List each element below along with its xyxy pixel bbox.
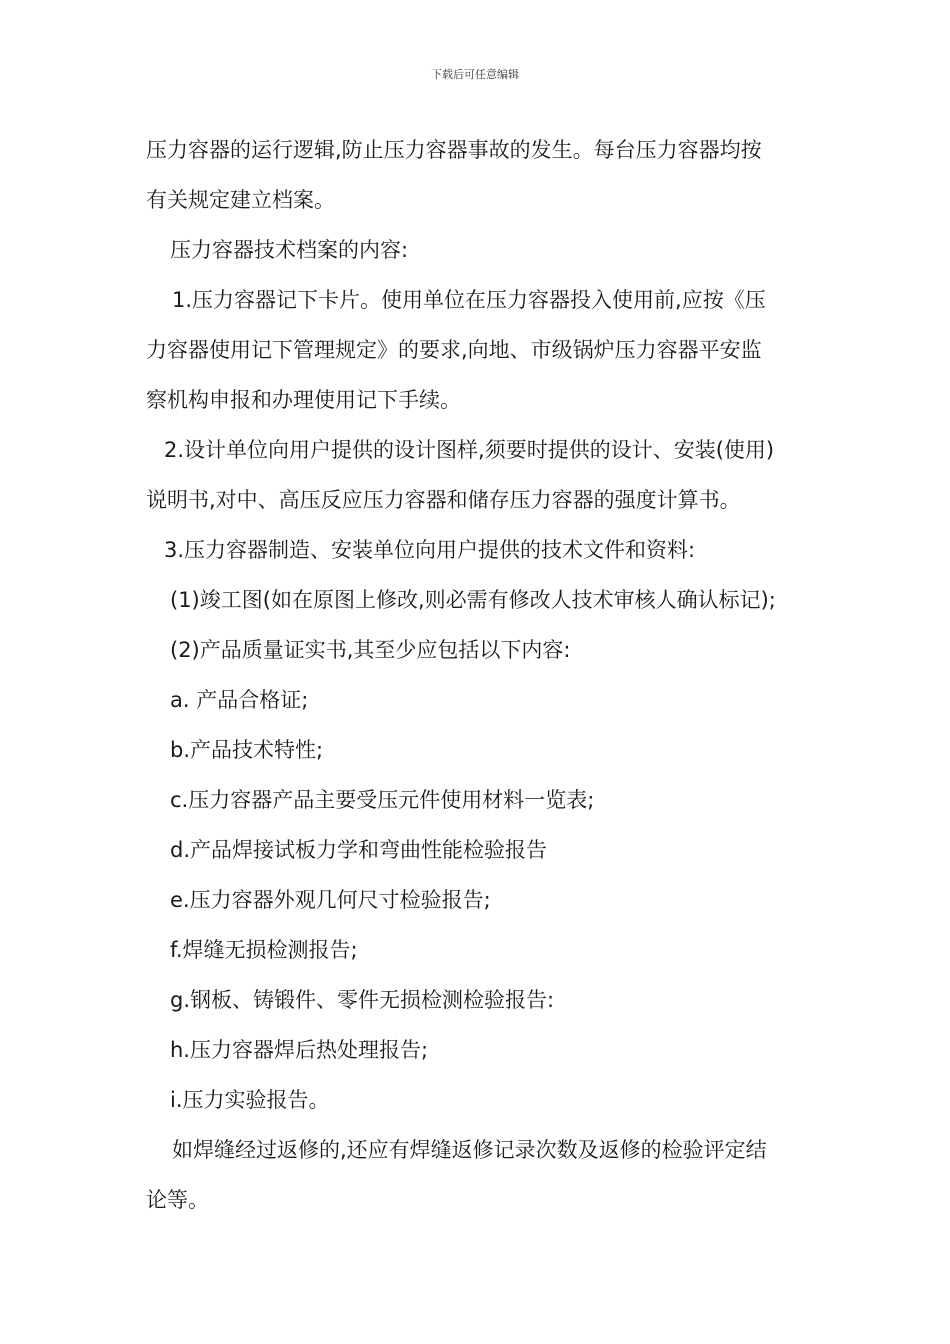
paragraph-line: 察机构申报和办理使用记下手续。 [146, 388, 461, 412]
list-item: h.压力容器焊后热处理报告; [170, 1038, 429, 1062]
list-item: i.压力实验报告。 [170, 1088, 330, 1112]
list-item: 2.设计单位向用户提供的设计图样,须要时提供的设计、安装(使用) [164, 438, 775, 462]
paragraph-line: 说明书,对中、高压反应压力容器和储存压力容器的强度计算书。 [146, 488, 741, 512]
list-item: 3.压力容器制造、安装单位向用户提供的技术文件和资料: [164, 538, 696, 562]
list-item: e.压力容器外观几何尺寸检验报告; [170, 888, 491, 912]
paragraph-line: 论等。 [146, 1188, 209, 1212]
paragraph-line: 如焊缝经过返修的,还应有焊缝返修记录次数及返修的检验评定结 [172, 1138, 767, 1162]
list-item: d.产品焊接试板力学和弯曲性能检验报告 [170, 838, 548, 862]
section-heading: 压力容器技术档案的内容: [170, 238, 409, 262]
paragraph-line: 力容器使用记下管理规定》的要求,向地、市级锅炉压力容器平安监 [146, 338, 762, 362]
list-item: c.压力容器产品主要受压元件使用材料一览表; [170, 788, 595, 812]
list-item: (2)产品质量证实书,其至少应包括以下内容: [170, 638, 571, 662]
list-item: a. 产品合格证; [170, 688, 309, 712]
list-item: 1.压力容器记下卡片。使用单位在压力容器投入使用前,应按《压 [172, 288, 766, 312]
list-item: (1)竣工图(如在原图上修改,则必需有修改人技术审核人确认标记); [170, 588, 776, 612]
list-item: b.产品技术特性; [170, 738, 324, 762]
paragraph-line: 压力容器的运行逻辑,防止压力容器事故的发生。每台压力容器均按 [146, 138, 762, 162]
paragraph-line: 有关规定建立档案。 [146, 188, 335, 212]
list-item: g.钢板、铸锻件、零件无损检测检验报告: [170, 988, 555, 1012]
page-header: 下载后可任意编辑 [431, 68, 519, 81]
list-item: f.焊缝无损检测报告; [170, 938, 358, 962]
